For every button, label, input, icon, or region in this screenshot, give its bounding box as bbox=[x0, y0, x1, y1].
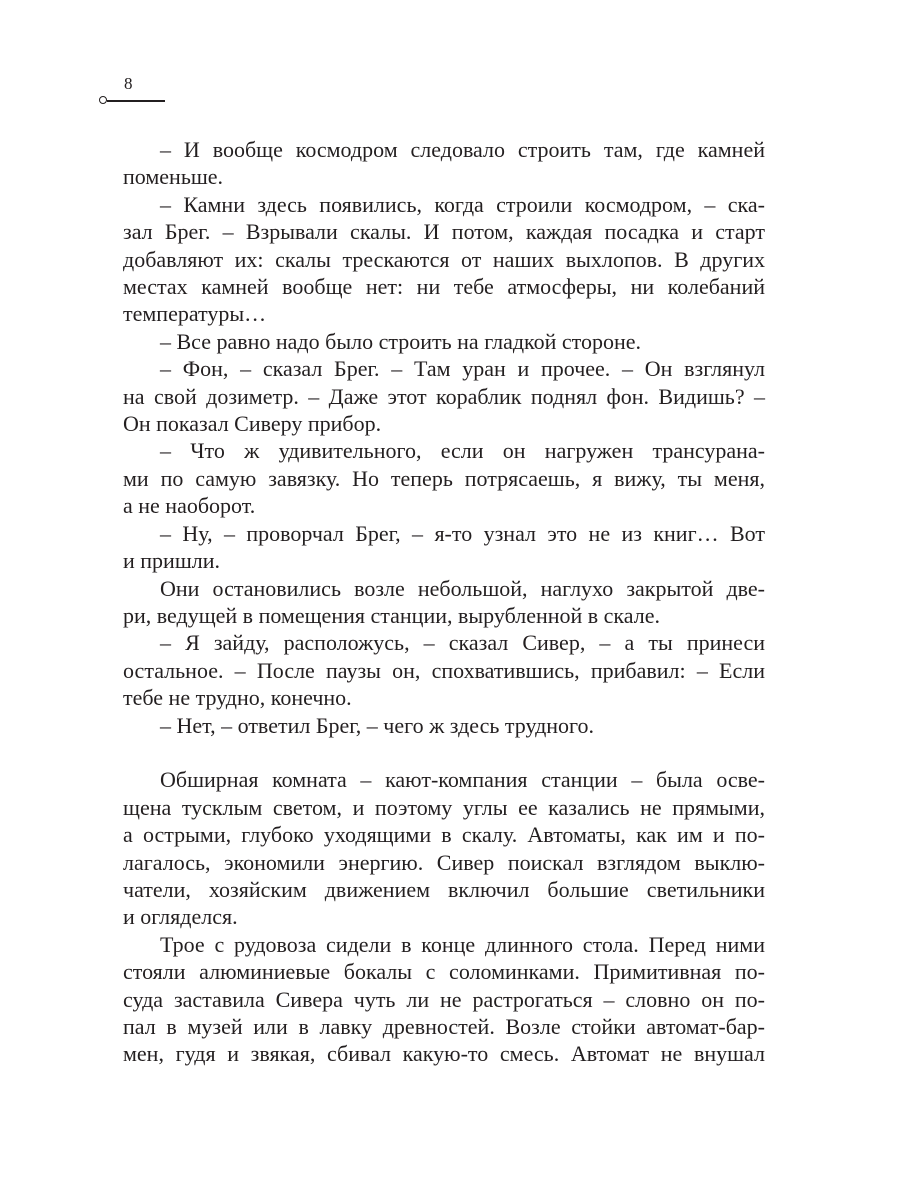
paragraph bbox=[123, 766, 765, 930]
text-line: суда заставила Сивера чуть ли не растрогаться – словно он по- bbox=[123, 986, 765, 1012]
text-line: а не наоборот. bbox=[123, 493, 256, 519]
paragraph bbox=[123, 191, 765, 328]
page-number: 8 bbox=[124, 74, 133, 93]
text-line: щена тусклым светом, и поэтому углы ее казались не прямыми, bbox=[123, 794, 765, 820]
text-line: остальное. – После паузы он, спохватившись, прибавил: – Если bbox=[123, 657, 765, 683]
text-line: тебе не трудно, конечно. bbox=[123, 685, 352, 711]
text-line: стояли алюминиевые бокалы с соломинками. Примитивная по- bbox=[123, 959, 765, 985]
text-line: – Нет, – ответил Брег, – чего ж здесь трудного. bbox=[160, 712, 595, 738]
paragraph bbox=[123, 629, 765, 711]
text-line: – И вообще космодром следовало строить там, где камней bbox=[160, 137, 765, 162]
paragraph bbox=[123, 437, 765, 519]
text-line: температуры… bbox=[123, 301, 267, 327]
text-line: пал в музей или в лавку древностей. Возле стойки автомат-бар- bbox=[123, 1013, 765, 1039]
text-line: и пришли. bbox=[123, 548, 221, 574]
text-line: мен, гудя и звякая, сбивал какую-то смесь. Автомат не внушал bbox=[123, 1041, 765, 1067]
paragraph bbox=[123, 355, 765, 437]
text-line: на свой дозиметр. – Даже этот кораблик поднял фон. Видишь? – bbox=[123, 383, 765, 409]
text-line: чатели, хозяйским движением включил большие светильники bbox=[123, 876, 765, 902]
text-line: ми по самую завязку. Но теперь потрясаешь, я вижу, ты меня, bbox=[123, 465, 765, 491]
header-ornament-circle bbox=[99, 96, 107, 104]
paragraph bbox=[123, 712, 765, 739]
text-line: зал Брег. – Взрывали скалы. И потом, каждая посадка и старт bbox=[123, 219, 765, 245]
paragraph bbox=[123, 520, 765, 575]
text-body bbox=[123, 136, 765, 1068]
text-line: местах камней вообще нет: ни тебе атмосферы, ни колебаний bbox=[123, 274, 765, 300]
text-line: – Я зайду, расположусь, – сказал Сивер, – а ты принеси bbox=[160, 630, 765, 656]
text-line: – Все равно надо было строить на гладкой стороне. bbox=[160, 328, 642, 354]
text-line: Они остановились возле небольшой, наглухо закрытой две- bbox=[160, 575, 765, 601]
section-break bbox=[123, 739, 765, 766]
paragraph bbox=[123, 931, 765, 1068]
paragraph bbox=[123, 136, 765, 191]
text-line: Трое с рудовоза сидели в конце длинного стола. Перед ними bbox=[160, 931, 765, 957]
text-line: – Ну, – проворчал Брег, – я-то узнал это не из книг… Вот bbox=[160, 520, 765, 546]
text-line: Он показал Сиверу прибор. bbox=[123, 411, 382, 437]
text-line: – Что ж удивительного, если он нагружен трансурана- bbox=[160, 438, 765, 464]
paragraph bbox=[123, 328, 765, 355]
text-line: добавляют их: скалы трескаются от наших выхлопов. В других bbox=[123, 246, 765, 272]
text-line: а острыми, глубоко уходящими в скалу. Автоматы, как им и по- bbox=[123, 822, 765, 848]
text-line: – Камни здесь появились, когда строили космодром, – ска- bbox=[160, 191, 765, 217]
text-line: лагалось, экономили энергию. Сивер поискал взглядом выклю- bbox=[123, 849, 765, 875]
text-line: Обширная комната – кают-компания станции – была осве- bbox=[160, 767, 765, 793]
text-line: – Фон, – сказал Брег. – Там уран и прочее. – Он взглянул bbox=[160, 356, 765, 382]
text-line: поменьше. bbox=[123, 164, 224, 190]
text-line: и огляделся. bbox=[123, 904, 238, 930]
header-rule bbox=[107, 100, 165, 102]
text-line: ри, ведущей в помещения станции, вырубленной в скале. bbox=[123, 602, 660, 628]
paragraph bbox=[123, 575, 765, 630]
